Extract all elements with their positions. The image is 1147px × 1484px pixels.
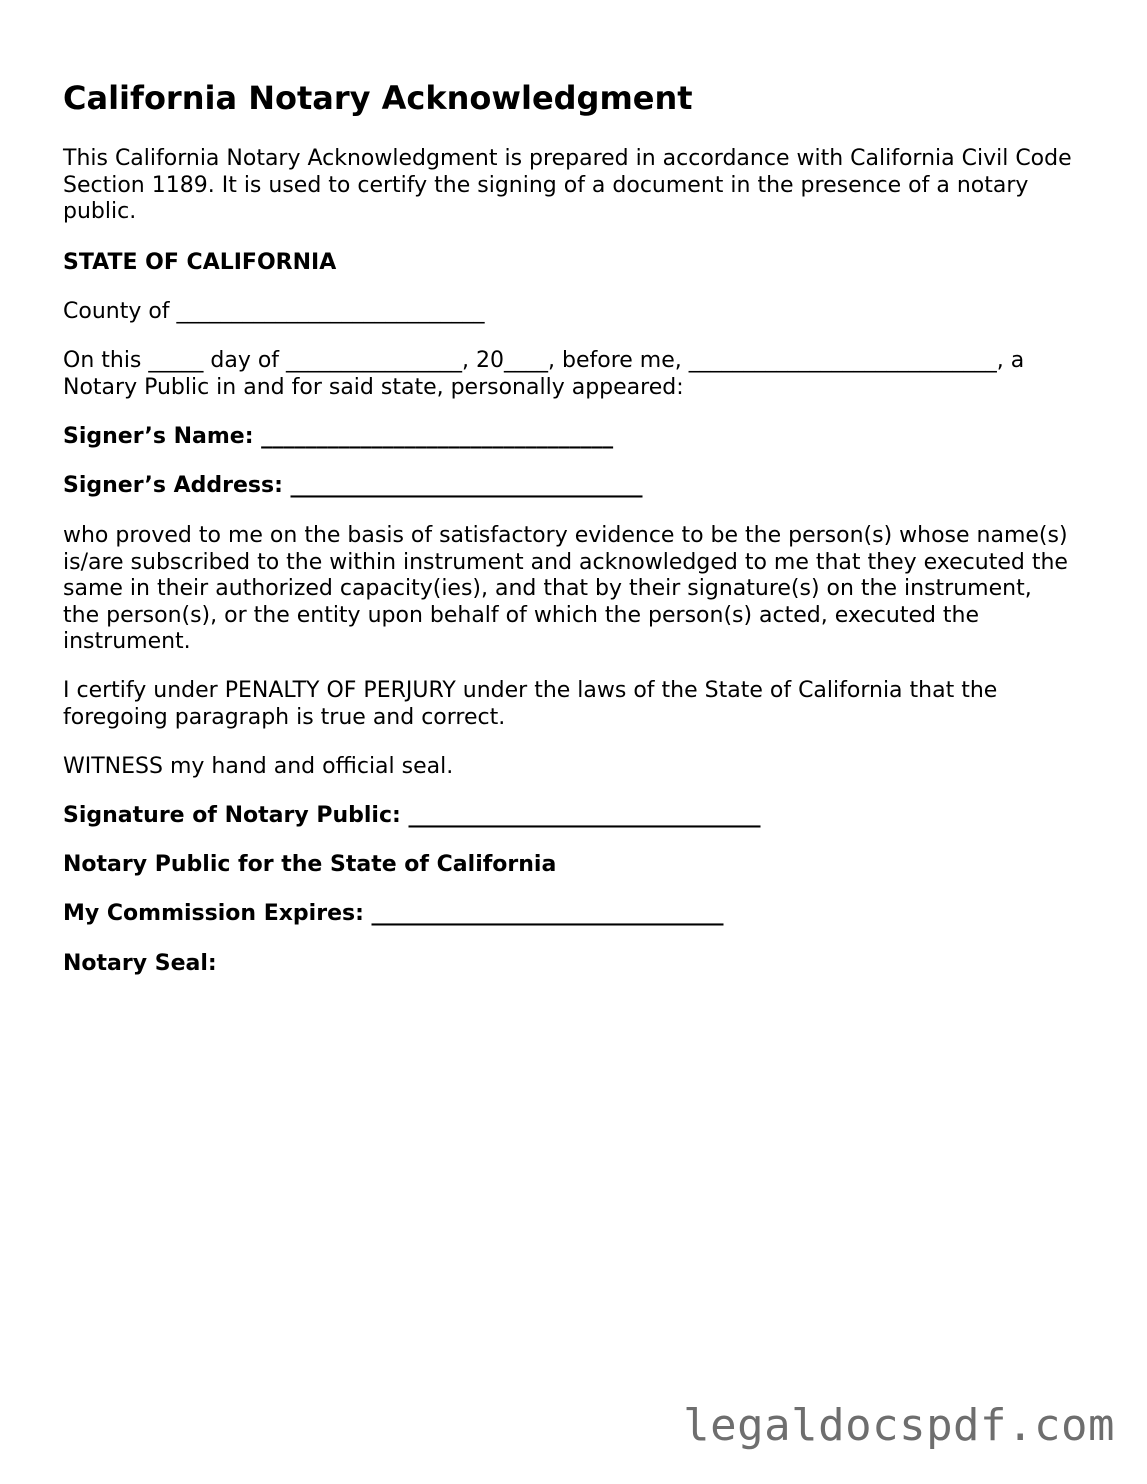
witness-line: WITNESS my hand and official seal. [63,754,454,779]
signer-name-field: Signer’s Name: ________________________________ [63,424,614,449]
notary-public-heading: Notary Public for the State of California [63,852,557,877]
perjury-statement: I certify under PENALTY OF PERJURY under the laws of the State of California that the foregoing paragraph is true and correct. [63,678,998,730]
notary-signature-field: Signature of Notary Public: ________________________________ [63,803,761,828]
commission-expires-field: My Commission Expires: ________________________________ [63,901,724,926]
state-heading: STATE OF CALIFORNIA [63,250,337,275]
date-line: On this _____ day of ________________, 20____, before me, ____________________________, a Notary Public in and for said state, personally appeared: [63,348,1025,400]
signer-address-field: Signer’s Address: ________________________________ [63,473,643,498]
page-title: California Notary Acknowledgment [63,79,693,117]
intro-paragraph: This California Notary Acknowledgment is prepared in accordance with California Civil Code Section 1189. It is used to certify the signing of a document in the presence of a notary public. [63,146,1072,224]
county-line: County of ____________________________ [63,299,485,324]
proof-paragraph: who proved to me on the basis of satisfactory evidence to be the person(s) whose name(s) is/are subscribed to the within instrument and acknowledged to me that they executed the same in their authorized capacity(ies), and that by their signature(s) on the instrument, the person(s), or the entity upon behalf of which the person(s) acted, executed the instrument. [63,523,1068,654]
watermark-text: legaldocspdf.com [683,1400,1115,1451]
notary-seal-label: Notary Seal: [63,951,217,976]
